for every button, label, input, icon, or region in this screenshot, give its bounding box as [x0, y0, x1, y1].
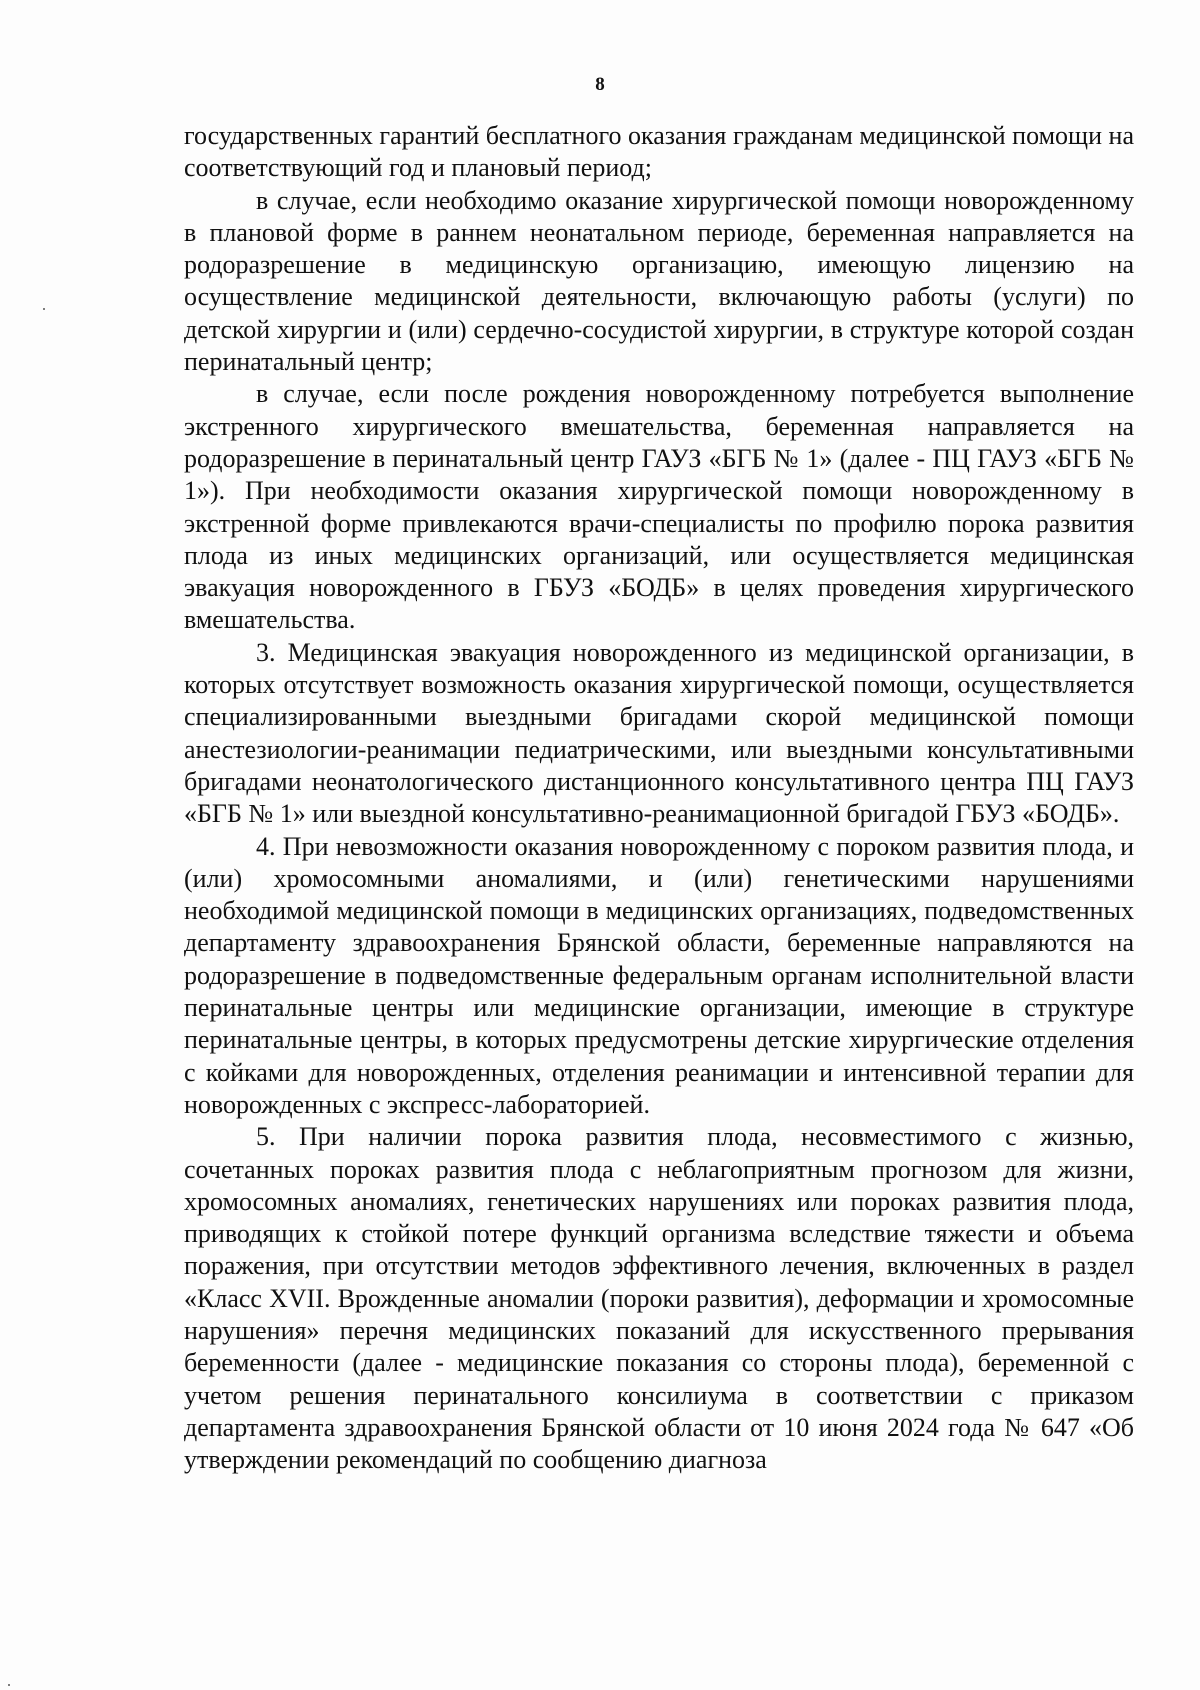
paragraph-item-5: 5. При наличии порока развития плода, несовместимого с жизнью, сочетанных пороках развития плода с неблагоприятным прогнозом для жизни, хромосомных аномалиях, генетических нарушениях или пороках развития плода, приводящих к стойкой потере функций организма вследствие тяжести и объема поражения, при отсутствии методов эффективного лечения, включенных в раздел «Класс XVII. Врожденные аномалии (пороки развития), деформации и хромосомные нарушения» перечня медицинских показаний для искусственного прерывания беременности (далее - медицинские показания со стороны плода), беременной с учетом решения перинатального консилиума в соответствии с приказом департамента здравоохранения Брянской области от 10 июня 2024 года № 647 «Об утверждении рекомендаций по сообщению диагноза [184, 1122, 1134, 1475]
paragraph-continuation: государственных гарантий бесплатного оказания гражданам медицинской помощи на соответствующий год и плановый период; [184, 121, 1134, 183]
scan-speck [8, 1684, 10, 1686]
paragraph-emergency-surgery: в случае, если после рождения новорожденному потребуется выполнение экстренного хирургического вмешательства, беременная направляется на родоразрешение в перинатальный центр ГАУЗ «БГБ № 1» (далее - ПЦ ГАУЗ «БГБ № 1»). При необходимости оказания хирургической помощи новорожденному в экстренной форме привлекаются врачи-специалисты по профилю порока развития плода из иных медицинских организаций, или осуществляется медицинская эвакуация новорожденного в ГБУЗ «БОДБ» в целях проведения хирургического вмешательства. [184, 379, 1134, 635]
paragraph-planned-surgery: в случае, если необходимо оказание хирургической помощи новорожденному в плановой форме в раннем неонатальном периоде, беременная направляется на родоразрешение в медицинскую организацию, имеющую лицензию на осуществление медицинской деятельности, включающую работы (услуги) по детской хирургии и (или) сердечно-сосудистой хирургии, в структуре которой создан перинатальный центр; [184, 185, 1134, 377]
paragraph-item-4: 4. При невозможности оказания новорожденному с пороком развития плода, и (или) хромосомными аномалиями, и (или) генетическими нарушениями необходимой медицинской помощи в медицинских организациях, подведомственных департаменту здравоохранения Брянской области, беременные направляются на родоразрешение в подведомственные федеральным органам исполнительной власти перинатальные центры или медицинские организации, имеющие в структуре перинатальные центры, в которых предусмотрены детские хирургические отделения с койками для новорожденных, отделения реанимации и интенсивной терапии для новорожденных с экспресс-лабораторией. [184, 831, 1134, 1119]
paragraph-item-3: 3. Медицинская эвакуация новорожденного из медицинской организации, в которых отсутствует возможность оказания хирургической помощи, осуществляется специализированными выездными бригадами скорой медицинской помощи анестезиологии-реанимации педиатрическими, или выездными консультативными бригадами неонатологического дистанционного консультативного центра ПЦ ГАУЗ «БГБ № 1» или выездной консультативно-реанимационной бригадой ГБУЗ «БОДБ». [184, 637, 1134, 829]
page-number: 8 [595, 74, 605, 95]
scan-speck [43, 308, 45, 310]
document-body [184, 120, 1134, 1476]
